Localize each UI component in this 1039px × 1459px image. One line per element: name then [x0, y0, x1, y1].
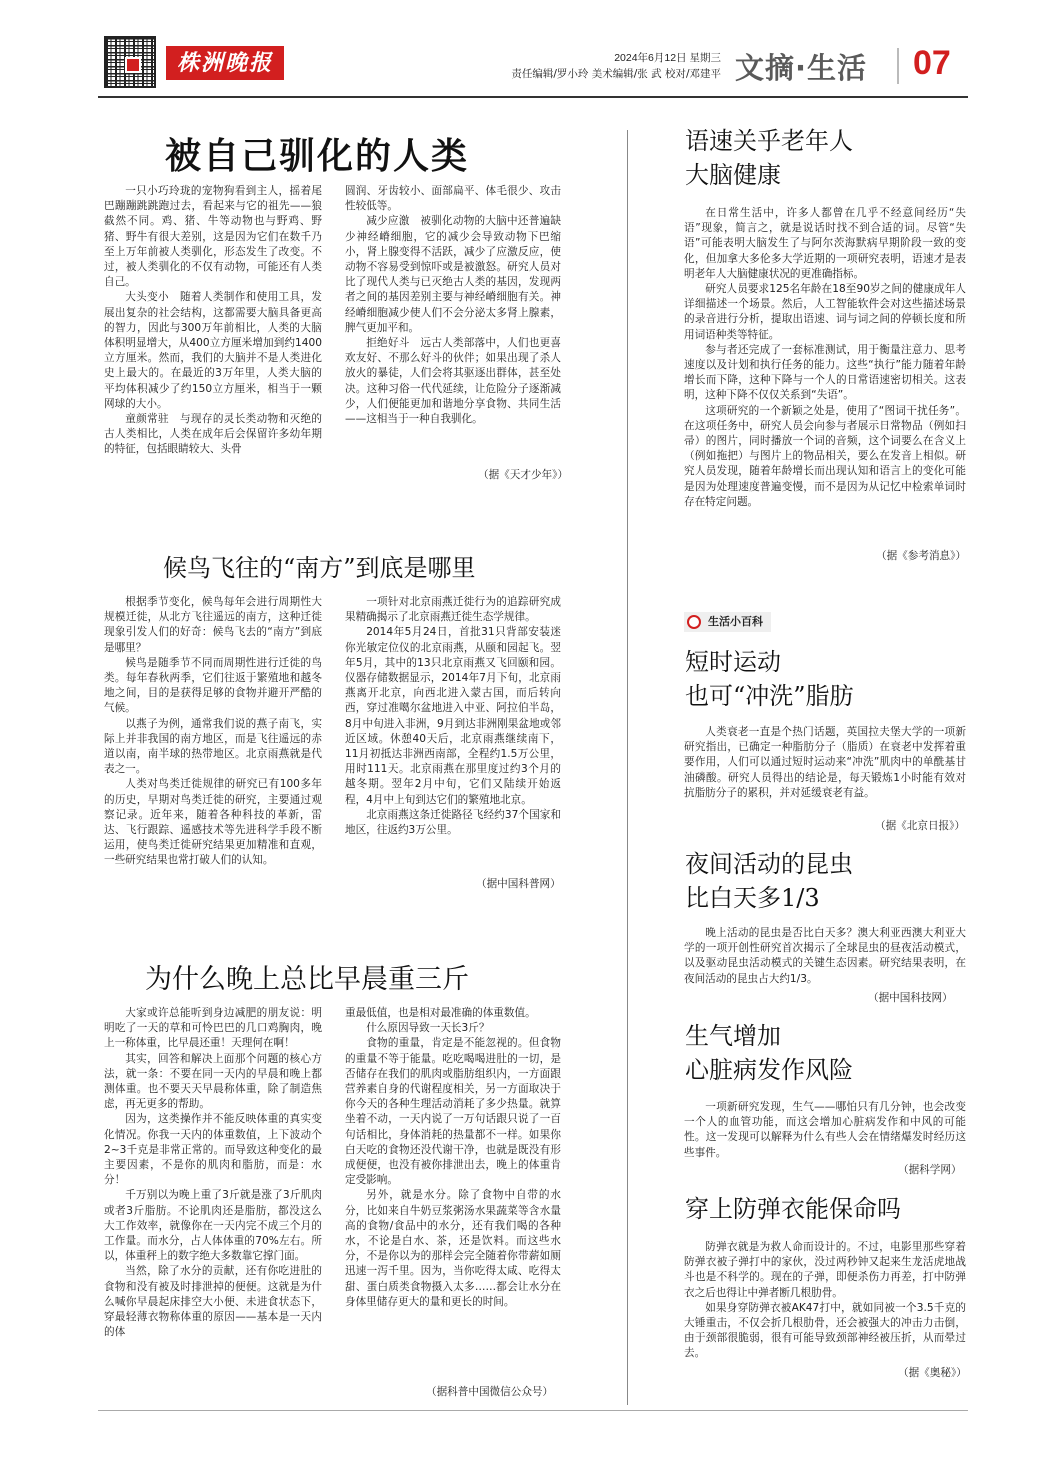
paragraph: 食物的重量，肯定是不能忽视的。但食物的重量不等于能量。吃吃喝喝进肚的一切，是否储存在我们的肌肉或脂肪组织内，一方面跟营养素自身的代谢程度相关，另一方面取决于你今天的各种生理活动消耗了多少热量。就算坐着不动，一天内说了一万句话跟只说了一百句话相比，身体消耗的热量都不一样。如果你白天吃的食物还没代谢干净，也就是既没有形成便便，也没有被你排泄出去，晚上的体重肯定受影响。: [345, 1037, 561, 1187]
paragraph: 大头变小 随着人类制作和使用工具，发展出复杂的社会结构，这都需要大脑具备更高的智力，因此与300万年前相比，人类的大脑体积明显增大，从400立方厘米增加到约1400立方厘米。然而，我们的大脑并不是人类进化史上最大的。在最近的3万年里，人类大脑的平均体积减少了约150立方厘米，相当于一颗网球的大小。: [104, 291, 322, 410]
paragraph: 2014年5月24日，首批31只背部安装迷你光敏定位仪的北京雨燕，从颐和园起飞。翌年5月，其中的13只北京雨燕又飞回颐和园。仪器存储数据显示，2014年7月下旬，北京雨燕离开北京，向西北进入蒙古国，而后转向西，穿过准噶尔盆地进入中亚、阿拉伯半岛，8月中旬进入非洲，9月到达非洲刚果盆地或邻近区域。休憩40天后，北京雨燕继续南下，11月初抵达非洲西南部，全程约1.5万公里，用时111天。北京雨燕在那里度过约3个月的越冬期。翌年2月中旬，它们又陆续开始返程，4月中上旬到达它们的繁殖地北京。: [345, 626, 561, 806]
headline-line: 生气增加: [685, 1022, 781, 1050]
paragraph: 大家或许总能听到身边减肥的朋友说：明明吃了一天的草和可怜巴巴的几口鸡胸肉，晚上一称体重，比早晨还重！天理何在啊！: [104, 1007, 322, 1050]
headline-line: 大脑健康: [685, 161, 781, 189]
article-birds-left: [104, 595, 322, 869]
article-weight-right: [345, 1006, 561, 1310]
paragraph: 当然，除了水分的贡献，还有你吃进肚的食物和没有被及时排泄掉的便便。这就是为什么喊你早晨起床排空大小便、未进食状态下，穿最轻薄衣物称体重的原因——基本是一天内的体: [104, 1265, 322, 1339]
staff-credits: 责任编辑/罗小玲 美术编辑/张 武 校对/邓建平: [511, 68, 721, 80]
headline-speech: [685, 124, 853, 192]
source-anger: （据科学网）: [898, 1164, 962, 1176]
paragraph: 减少应激 被驯化动物的大脑中还普遍缺少神经嵴细胞，它的减少会导致动物下巴缩小，肾上腺变得不活跃，减少了应激反应，使动物不容易受到惊吓或是被激怒。研究人员对比了现代人类与已灭绝古人类的基因，发现两者之间的基因差别主要与神经嵴细胞有关。神经嵴细胞减少使人们不会分泌太多肾上腺素，脾气更加平和。: [345, 215, 561, 334]
paragraph: 一项新研究发现，生气——哪怕只有几分钟，也会改变一个人的血管功能，而这会增加心脏病发作和中风的可能性。这一发现可以解释为什么有些人会在情绪爆发时经历这些事件。: [684, 1101, 966, 1159]
header-rule: [98, 96, 968, 98]
source-weight: （据科普中国微信公众号）: [426, 1386, 554, 1398]
header-info: [511, 50, 721, 82]
paragraph: 童颜常驻 与现存的灵长类动物和灭绝的古人类相比，人类在成年后会保留许多幼年期的特征，包括眼睛较大、头骨: [104, 413, 322, 456]
article-vest: [684, 1240, 966, 1362]
article-weight-left: [104, 1006, 322, 1340]
source-insects: （据中国科技网）: [868, 992, 953, 1004]
article-insects: [684, 926, 966, 987]
qr-center-mark: [125, 57, 141, 73]
source-domesticated: （据《天才少年》）: [478, 469, 569, 481]
paragraph: 晚上活动的昆虫是否比白天多？澳大利亚西澳大利亚大学的一项开创性研究首次揭示了全球昆虫的昼夜活动模式，以及驱动昆虫活动模式的关键生态因素。研究结果表明，在夜间活动的昆虫占大约1/3。: [684, 927, 966, 985]
paragraph: 防弹衣就是为救人命而设计的。不过，电影里那些穿着防弹衣被子弹打中的家伙，没过两秒钟又起来生龙活虎地战斗也是不科学的。现在的子弹，即便杀伤力再差，打中防弹衣之后也得让中弹者断几根肋骨。: [684, 1241, 966, 1299]
paragraph: 人类衰老一直是个热门话题，英国拉夫堡大学的一项新研究指出，已确定一种脂肪分子（脂质）在衰老中发挥着重要作用，人们可以通过短时运动来“冲洗”肌肉中的单酰基甘油磷酸。研究人员得出的结论是，每天锻炼1小时能有效对抗脂肪分子的累积，并对延缓衰老有益。: [684, 726, 966, 799]
article-domesticated-right: [345, 184, 561, 427]
headline-insects: [685, 847, 853, 915]
source-birds: （据中国科普网）: [476, 878, 561, 890]
headline-line: 心脏病发作风险: [685, 1056, 853, 1084]
footer-rule: [98, 1410, 968, 1411]
paragraph: 这项研究的一个新颖之处是，使用了“图词干扰任务”。在这项任务中，研究人员会向参与者展示日常物品（例如扫帚）的图片，同时播放一个词的音频，这个词要么在含义上（例如拖把）与图片上的物品相关，要么在发音上相似。研究人员发现，随着年龄增长而出现认知和语言上的变化可能是因为处理速度普遍变慢，而不是因为从记忆中检索单词时存在特定问题。: [684, 404, 966, 508]
qr-code: [104, 36, 156, 88]
paragraph: 另外，就是水分。除了食物中自带的水分，比如来自牛奶豆浆粥汤水果蔬菜等含水量高的食物/食品中的水分，还有我们喝的各种水，不论是白水、茶，还是饮料。而这些水分，不是你以为的那样会完全随着你带薪如厕迅速一泻千里。因为，当你吃得太咸、吃得太甜、蛋白质类食物摄入太多……都会让水分在身体里储存更大的量和更长的时间。: [345, 1189, 561, 1308]
headline-line: 也可“冲洗”脂肪: [685, 682, 854, 710]
paragraph: 人类对鸟类迁徙规律的研究已有100多年的历史，早期对鸟类迁徙的研究，主要通过观察记录。近年来，随着各种科技的革新，雷达、飞行跟踪、遥感技术等先进科学手段不断运用，使鸟类迁徙研究结果更加精准和直观，一些研究结果也常打破人们的认知。: [104, 778, 322, 867]
headline-line: 短时运动: [685, 648, 781, 676]
paragraph: 什么原因导致一天长3斤？: [366, 1022, 490, 1035]
section-title: 文摘·生活: [735, 51, 868, 85]
tag-circle-icon: [687, 615, 701, 629]
paragraph: 根据季节变化，候鸟每年会进行周期性大规模迁徙，从北方飞往遥远的南方，这种迁徙现象引发人们的好奇：候鸟飞去的“南方”到底是哪里？: [104, 596, 322, 654]
paragraph: 候鸟是随季节不同而周期性进行迁徙的鸟类。每年春秋两季，它们往返于繁殖地和越冬地之间，目的是获得足够的食物并避开严酷的气候。: [104, 656, 322, 715]
paragraph: 北京雨燕这条迁徙路径飞经约37个国家和地区，往返约3万公里。: [345, 808, 561, 837]
paragraph: 因为，这类操作并不能反映体重的真实变化情况。你我一天内的体重数值，上下波动个2~3千克是非常正常的。而导致这种变化的最主要因素，不是你的肌肉和脂肪，而是：水分！: [104, 1113, 322, 1187]
headline-birds: 候鸟飞往的“南方”到底是哪里: [163, 554, 476, 582]
source-speech: （据《参考消息》）: [876, 550, 967, 562]
masthead-logo: 株洲晚报: [166, 46, 284, 80]
article-domesticated-left: [104, 184, 322, 458]
headline-exercise: [685, 645, 854, 713]
article-speech: [684, 206, 966, 510]
paragraph: 其实，回答和解决上面那个问题的核心方法，就一条：不要在同一天内的早晨和晚上都测体重。也不要天天早晨称体重，除了制造焦虑，再无更多的帮助。: [104, 1052, 322, 1111]
source-exercise: （据《北京日报》）: [875, 820, 966, 832]
headline-line: 夜间活动的昆虫: [685, 850, 853, 878]
column-divider: [627, 130, 628, 1405]
headline-domesticated: 被自己驯化的人类: [165, 135, 470, 177]
headline-anger: [685, 1019, 853, 1087]
paragraph: 一项针对北京雨燕迁徙行为的追踪研究成果精确揭示了北京雨燕迁徙生态学规律。: [345, 596, 561, 624]
paragraph: 拒绝好斗 远古人类部落中，人们也更喜欢友好、不那么好斗的伙伴；如果出现了杀人放火的暴徒，人们会将其驱逐出群体，甚至处决。这种习俗一代代延续，让危险分子逐渐减少，人们便能更加和谐地分享食物、共同生活——这相当于一种自我驯化。: [345, 337, 561, 426]
headline-line: 语速关乎老年人: [685, 127, 853, 155]
article-exercise: [684, 725, 966, 801]
paragraph: 以燕子为例，通常我们说的燕子南飞，实际上并非我国的南方地区，而是飞往遥远的赤道以南，南半球的热带地区。北京雨燕就是代表之一。: [104, 717, 322, 776]
issue-date: 2024年6月12日 星期三: [614, 52, 721, 64]
paragraph: 研究人员要求125名年龄在18至90岁之间的健康成年人详细描述一个场景。然后，人工智能软件会对这些描述场景的录音进行分析，提取出语速、词与词之间的停顿长度和所用词语种类等特征。: [684, 283, 966, 341]
headline-vest: 穿上防弹衣能保命吗: [685, 1195, 901, 1223]
header-divider: [897, 48, 899, 84]
paragraph: 如果身穿防弹衣被AK47打中，就如同被一个3.5千克的大锤重击，不仅会折几根肋骨，还会被强大的冲击力击倒，由于颈部很脆弱，很有可能导致颈部神经被压折，从而晕过去。: [684, 1301, 966, 1360]
paragraph: 重最低值，也是相对最准确的体重数值。: [345, 1007, 536, 1019]
paragraph: 千万别以为晚上重了3斤就是涨了3斤肌肉或者3斤脂肪。不论肌肉还是脂肪，都没这么大工作效率，就像你在一天内完不成三个月的工作量。而水分，占人体体重的70%左右。所以，体重秤上的数字绝大多数靠它撑门面。: [104, 1189, 322, 1263]
paragraph: 圆润、牙齿较小、面部扁平、体毛很少、攻击性较低等。: [345, 185, 561, 213]
tag-label: 生活小百科: [708, 615, 763, 628]
source-vest: （据《奥秘》）: [898, 1367, 967, 1379]
life-encyclopedia-tag: [684, 612, 771, 632]
paragraph: 一只小巧玲珑的宠物狗看到主人，摇着尾巴蹦蹦跳跳跑过去，看起来与它的祖先——狼截然不同。鸡、猪、牛等动物也与野鸡、野猪、野牛有很大差别，这是因为它们在数千乃至上万年前被人类驯化，形态发生了改变。不过，被人类驯化的不仅有动物，可能还有人类自己。: [104, 185, 322, 289]
headline-weight: 为什么晚上总比早晨重三斤: [145, 964, 469, 995]
headline-line: 比白天多1/3: [685, 884, 820, 912]
article-birds-right: [345, 595, 561, 838]
paragraph: 参与者还完成了一套标准测试，用于衡量注意力、思考速度以及计划和执行任务的能力。这些“执行”能力随着年龄增长而下降，这种下降与一个人的日常语速密切相关。这表明，这种下降不仅仅关系到“失语”。: [684, 343, 966, 402]
page-number: 07: [913, 44, 951, 82]
article-anger: [684, 1100, 966, 1161]
paragraph: 在日常生活中，许多人都曾在几乎不经意间经历“失语”现象，简言之，就是说话时找不到合适的词。尽管“失语”可能表明大脑发生了与阿尔茨海默病早期阶段一致的变化，但加拿大多伦多大学近期的一项研究表明，语速才是表明老年人大脑健康状况的更准确指标。: [684, 207, 966, 280]
